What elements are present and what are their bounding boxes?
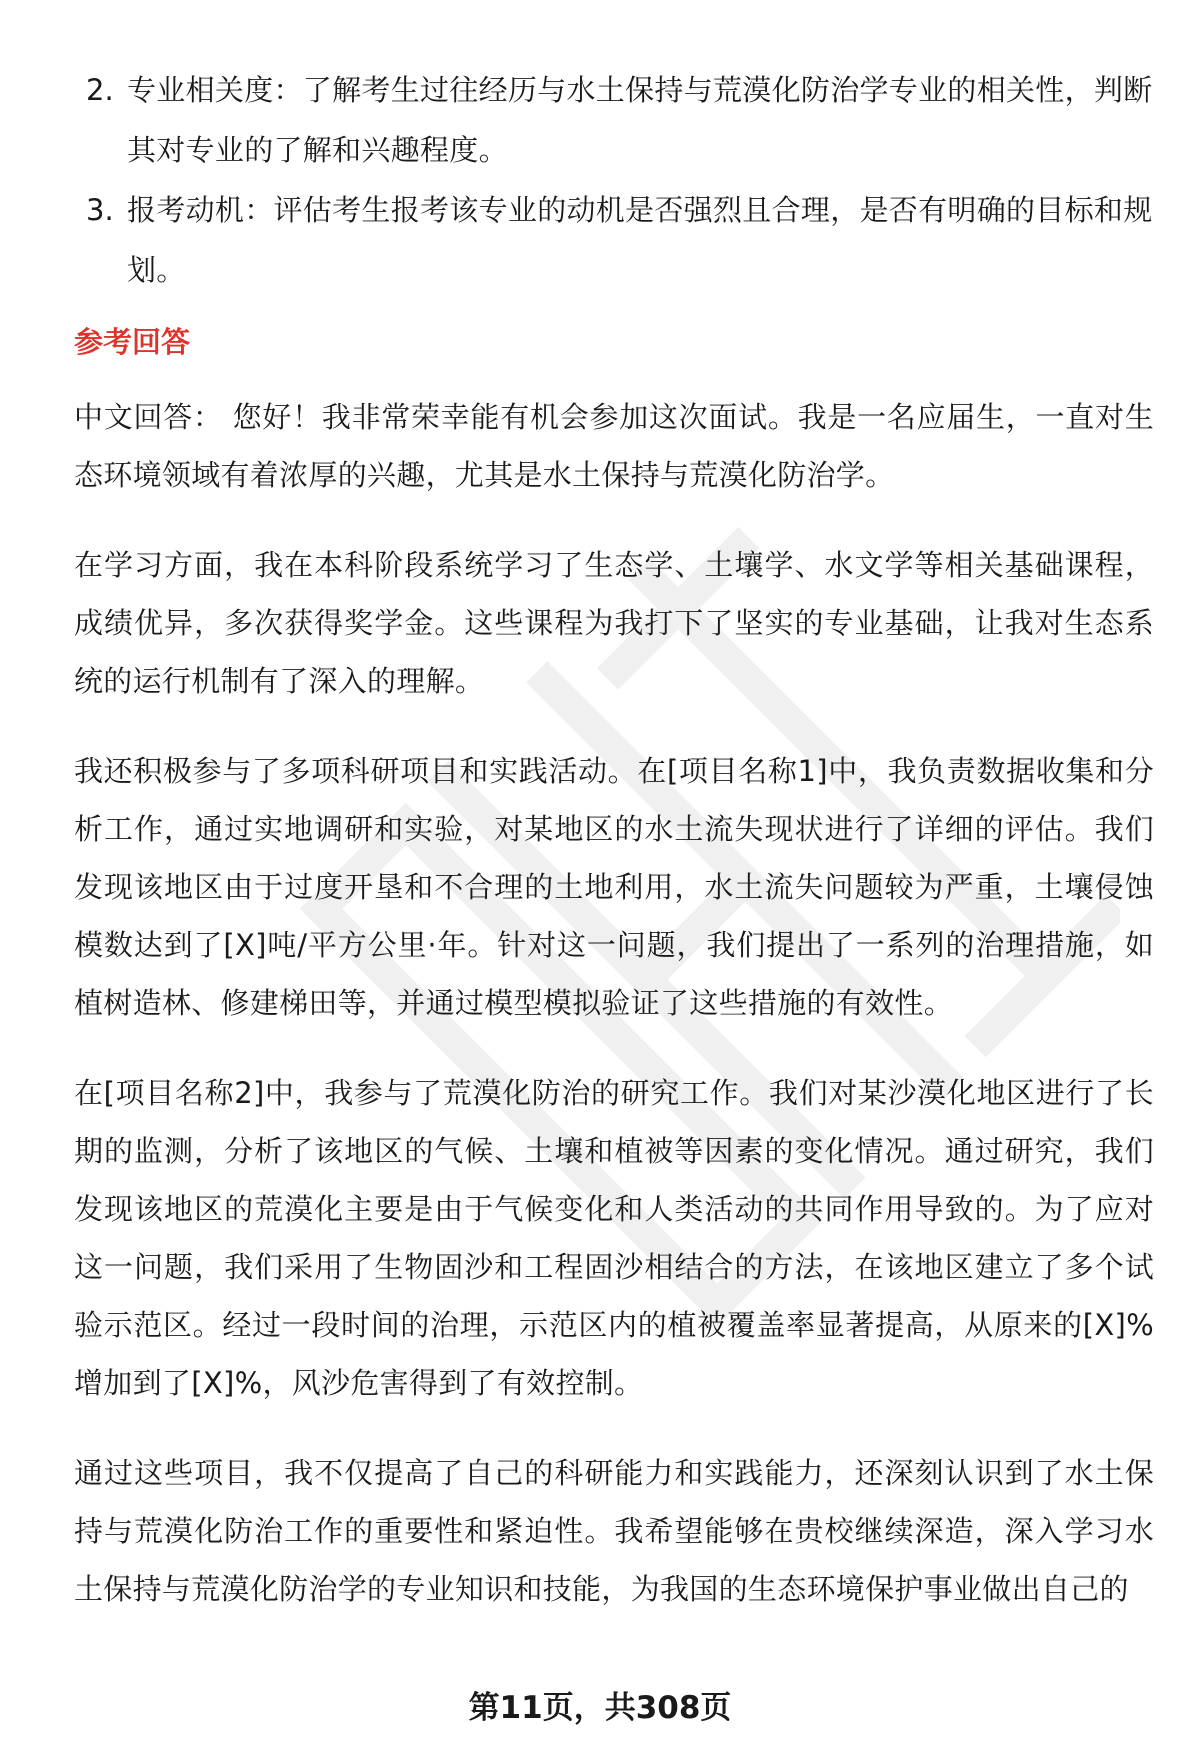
paragraph: 中文回答： 您好！我非常荣幸能有机会参加这次面试。我是一名应届生，一直对生态环境领域有着浓厚的兴趣，尤其是水土保持与荒漠化防治学。 — [74, 400, 1154, 492]
criteria-list — [74, 60, 1154, 300]
list-number: 2. — [86, 73, 114, 107]
paragraph: 我还积极参与了多项科研项目和实践活动。在[项目名称1]中，我负责数据收集和分析工作，通过实地调研和实验，对某地区的水土流失现状进行了详细的评估。我们发现该地区由于过度开垦和不合理的土地利用，水土流失问题较为严重，土壤侵蚀模数达到了[X]吨/平方公里·年。针对这一问题，我们提出了一系列的治理措施，如植树造林、修建梯田等，并通过模型模拟验证了这些措施的有效性。 — [74, 754, 1154, 1020]
paragraph: 通过这些项目，我不仅提高了自己的科研能力和实践能力，还深刻认识到了水土保持与荒漠化防治工作的重要性和紧迫性。我希望能够在贵校继续深造，深入学习水土保持与荒漠化防治学的专业知识和技能，为我国的生态环境保护事业做出自己的 — [74, 1456, 1154, 1606]
list-item — [74, 180, 1154, 300]
list-number: 3. — [86, 193, 114, 227]
paragraph: 在[项目名称2]中，我参与了荒漠化防治的研究工作。我们对某沙漠化地区进行了长期的监测，分析了该地区的气候、土壤和植被等因素的变化情况。通过研究，我们发现该地区的荒漠化主要是由于气候变化和人类活动的共同作用导致的。为了应对这一问题，我们采用了生物固沙和工程固沙相结合的方法，在该地区建立了多个试验示范区。经过一段时间的治理，示范区内的植被覆盖率显著提高，从原来的[X]%增加到了[X]%，风沙危害得到了有效控制。 — [74, 1076, 1154, 1400]
section-heading: 参考回答 — [74, 325, 191, 359]
paragraph: 在学习方面，我在本科阶段系统学习了生态学、土壤学、水文学等相关基础课程，成绩优异，多次获得奖学金。这些课程为我打下了坚实的专业基础，让我对生态系统的运行机制有了深入的理解。 — [74, 548, 1154, 698]
list-text: 专业相关度：了解考生过往经历与水土保持与荒漠化防治学专业的相关性，判断其对专业的了解和兴趣程度。 — [127, 73, 1153, 167]
list-item — [74, 60, 1154, 180]
document-page — [74, 60, 1154, 1650]
page-number: 第11页，共308页 — [468, 1690, 732, 1726]
list-text: 报考动机：评估考生报考该专业的动机是否强烈且合理，是否有明确的目标和规划。 — [127, 193, 1153, 287]
